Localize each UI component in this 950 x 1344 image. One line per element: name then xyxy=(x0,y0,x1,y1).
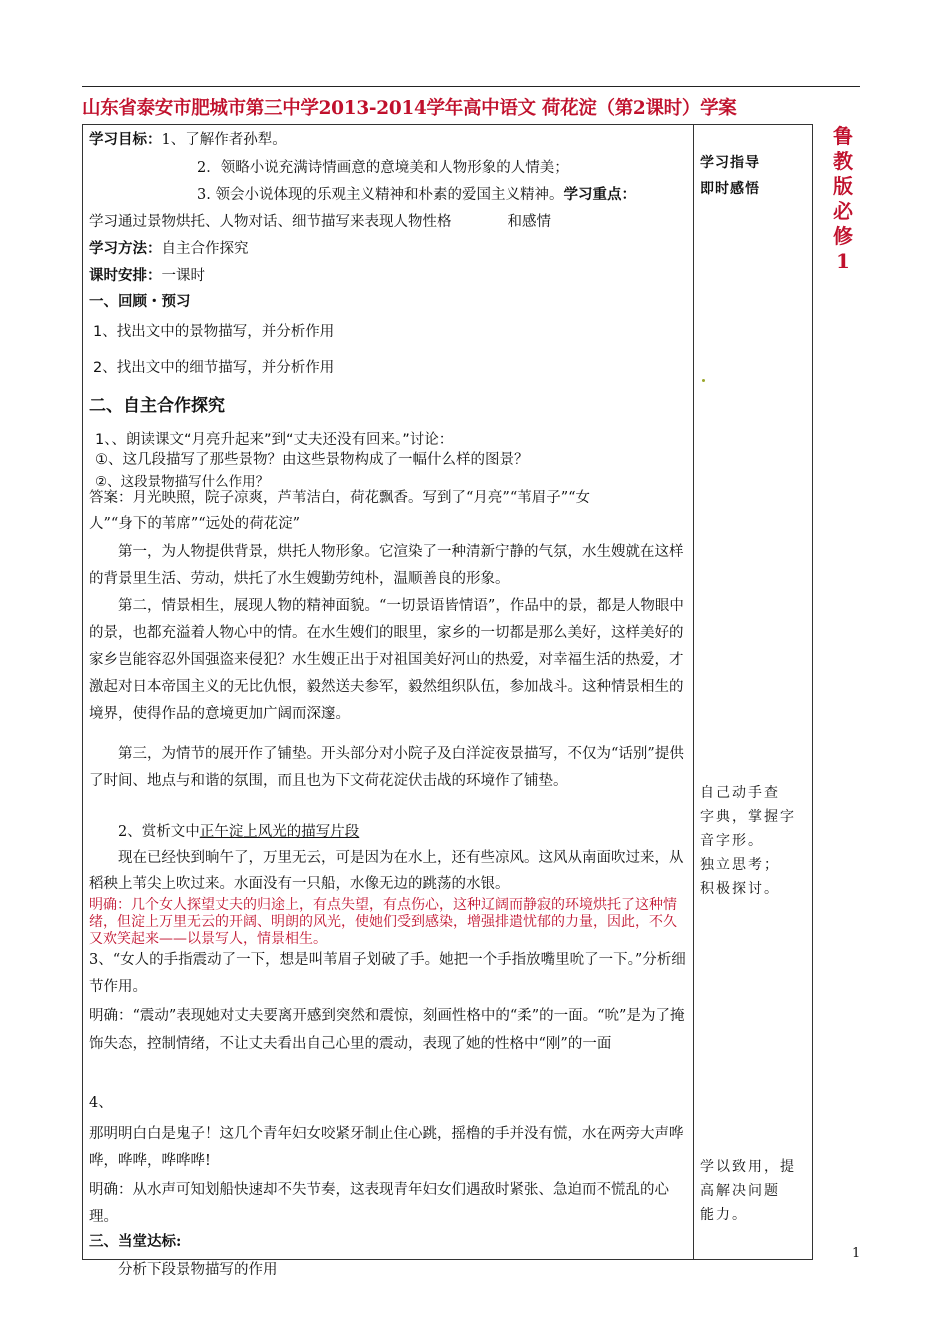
edition-char: 1 xyxy=(836,249,850,273)
page-title: 山东省泰安市肥城市第三中学2013-2014学年高中语文 荷花淀（第2课时）学案 xyxy=(82,98,737,119)
paragraph-1: 第一，为人物提供背景，烘托人物形象。它渲染了一种清新宁静的气氛，水生嫂就在这样的背景里生活、劳动，烘托了水生嫂勤劳纯朴，温顺善良的形象。 xyxy=(89,544,684,587)
section2-heading: 二、自主合作探究 xyxy=(89,396,225,416)
item2-prefix: 2、赏析文中 xyxy=(118,824,200,840)
goals-line-3 xyxy=(197,182,636,208)
side-note-1-line: 自己动手查 xyxy=(700,785,780,801)
answer-3: 明确：“震动”表现她对丈夫要离开感到突然和震惊，刻画性格中的“柔”的一面。“吮”是为了掩饰失态，控制情绪，不让丈夫看出自己心里的震动，表现了她的性格中“刚”的一面 xyxy=(89,1008,685,1052)
goal-2: 2．领略小说充满诗情画意的意境美和人物形象的人情美； xyxy=(197,160,569,176)
method-text: 自主合作探究 xyxy=(161,241,249,257)
key-points-text-2: 和感情 xyxy=(507,214,551,230)
schedule-text: 一课时 xyxy=(161,268,205,284)
side-note-1-line: 字典，掌握字 xyxy=(700,809,796,825)
schedule-label: 课时安排： xyxy=(89,267,162,284)
edition-char: 鲁 xyxy=(833,124,853,148)
goals-label: 学习目标： xyxy=(89,131,162,148)
answer-line-b: 人”“身下的苇席”“远处的荷花淀” xyxy=(89,516,301,532)
section2-q1: ①、这几段描写了那些景物？由这些景物构成了一幅什么样的图景？ xyxy=(95,452,529,468)
answer-4: 明确：从水声可知划船快速却不失节奏，这表现青年妇女们遇敌时紧张、急迫而不慌乱的心理。 xyxy=(89,1182,669,1225)
section2-item2 xyxy=(118,819,359,845)
side-note-1-line: 积极探讨。 xyxy=(700,881,780,897)
lesson-content-cell xyxy=(83,125,694,1278)
key-points-text: 学习通过景物烘托、人物对话、细节描写来表现人物性格 xyxy=(89,214,452,230)
decor-dot xyxy=(702,379,705,382)
edition-char: 修 xyxy=(833,224,853,248)
side-note-2-line: 能力。 xyxy=(700,1207,748,1223)
quote-4: 那明明白白是鬼子！这几个青年妇女咬紧牙制止住心跳，摇橹的手并没有慌，水在两旁大声哗哗，哗哗，哗哗哗! xyxy=(89,1126,684,1169)
side-note-1-line: 独立思考； xyxy=(700,857,780,873)
side-note-1 xyxy=(700,781,806,901)
right-margin-cell xyxy=(813,125,864,1260)
side-note-1-line: 音字形。 xyxy=(700,833,764,849)
section1-q2: 2、找出文中的细节描写，并分析作用 xyxy=(93,360,335,376)
section2-item4: 4、 xyxy=(89,1095,113,1111)
page-number: 1 xyxy=(852,1246,861,1261)
edition-char: 必 xyxy=(833,199,853,223)
section2-q2: ②、这段景物描写什么作用？ xyxy=(95,474,270,490)
side-note-2-line: 学以致用，提 xyxy=(700,1159,796,1175)
edition-char: 教 xyxy=(833,149,853,173)
edition-char: 版 xyxy=(833,174,853,198)
section2-item3: 3、“女人的手指震动了一下，想是叫苇眉子划破了手。她把一个手指放嘴里吮了一下。”分析细节作用。 xyxy=(89,952,686,995)
goal-1: 1、了解作者孙犁。 xyxy=(161,132,287,148)
side-note-2-line: 高解决问题 xyxy=(700,1183,780,1199)
header-rule xyxy=(82,86,860,87)
method-line xyxy=(89,236,249,262)
item2-underlined: 正午淀上风光的描写片段 xyxy=(199,824,360,840)
quote-2: 现在已经快到晌午了，万里无云，可是因为在水上，还有些凉风。这风从南面吹过来，从稻秧上苇尖上吹过来。水面没有一只船，水像无边的跳荡的水银。 xyxy=(89,850,684,892)
key-points-label: 学习重点： xyxy=(563,186,636,203)
key-points-line xyxy=(89,209,551,235)
section3-heading: 三、当堂达标: xyxy=(89,1233,182,1250)
goal-3: 3. 领会小说体现的乐观主义精神和朴素的爱国主义精神。 xyxy=(197,187,564,203)
method-label: 学习方法： xyxy=(89,240,162,257)
section2-item1: 1、、朗读课文“月亮升起来”到“丈夫还没有回来。”讨论： xyxy=(95,432,454,448)
paragraph-2: 第二，情景相生，展现人物的精神面貌。“一切景语皆情语”，作品中的景，都是人物眼中的景，也都充溢着人物心中的情。在水生嫂们的眼里，家乡的一切都是那么美好，这样美好的家乡岂能容忍外国强盗来侵犯？水生嫂正出于对祖国美好河山的热爱，对幸福生活的热爱，才激起对日本帝国主义的无比仇恨，毅然送夫参军，毅然组织队伍，参加战斗。这种情景相生的境界，使得作品的意境更加广阔而深邃。 xyxy=(89,598,684,722)
guide-cell xyxy=(694,125,813,1260)
guide-heading-2: 即时感悟 xyxy=(700,181,760,197)
section1-heading: 一、回顾・预习 xyxy=(89,293,191,310)
section3-task: 分析下段景物描写的作用 xyxy=(118,1262,278,1278)
red-answer-note: 明确：几个女人探望丈夫的归途上，有点失望，有点伤心，这种辽阔而静寂的环境烘托了这种情绪，但淀上万里无云的开阔、明朗的风光，使她们受到感染，增强排遣忧郁的力量，因此，不久又欢笑起来——以景写人，情景相生。 xyxy=(89,897,677,947)
section1-q1: 1、找出文中的景物描写，并分析作用 xyxy=(93,324,335,340)
schedule-line xyxy=(89,263,205,289)
guide-heading-1: 学习指导 xyxy=(700,155,760,171)
paragraph-3: 第三，为情节的展开作了铺垫。开头部分对小院子及白洋淀夜景描写，不仅为“话别”提供了时间、地点与和谐的氛围，而且也为下文荷花淀伏击战的环境作了铺垫。 xyxy=(89,746,684,789)
answer-line-a: 答案：月光映照，院子凉爽，芦苇洁白，荷花飘香。写到了“月亮”“苇眉子”“女 xyxy=(89,490,591,506)
lesson-table xyxy=(82,124,863,1278)
goals-line-1 xyxy=(89,127,287,153)
side-note-2 xyxy=(700,1155,806,1227)
